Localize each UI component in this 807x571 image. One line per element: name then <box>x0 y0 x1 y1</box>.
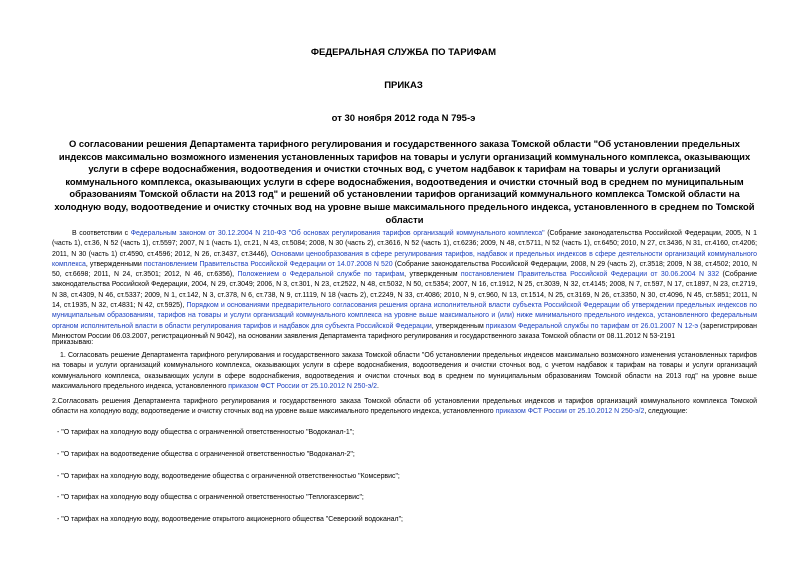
link-law-title[interactable]: "Об основах регулирования тарифов организаций коммунального комплекса" <box>288 230 545 237</box>
link-fst-order-250[interactable]: приказом ФСТ России от 25.10.2012 N 250-э/2 <box>228 382 378 390</box>
preamble-text: (зарегистрирован Минюстом России 06.03.2007, регистрационный N 9042), на основании заявления Департамента тарифного регулирования и государственного заказа Томской области от 08.11.2012 N 53-2191 <box>52 322 757 340</box>
preamble-paragraph <box>52 229 757 342</box>
preamble-text: (Собрание законодательства Российской Федерации, 2004, N 29, ст.3049; 2006, N 3, ст.301, N 23, ст.2522, N 48, ст.5032, N 50, ст.5354; 2007, N 16, ст.1912, N 25, ст.3039, N 32, ст.4145; 2008, N 7, ст.597, N 17, ст.1897, N 23, ст.2719, N 38, ст.4309, N 46, ст.5337; 2009, N 1, ст.142, N 3, ст.378, N 6, ст.738, N 9, ст.1119, N 18 (часть 2), ст.2249, N 33, ст.4086; 2010, N 9, ст.960, N 13, ст.1514, N 25, ст.3169, N 26, ст.3350, N 30, ст.4096, N 45, ст.5851; 2011, N 14, ст.1935, N 32, ст.4831; N 42, ст.5925), <box>52 271 757 310</box>
preamble-text: , утвержденным <box>431 322 486 330</box>
list-item: - "О тарифах на холодную воду общества с ограниченной ответственностью "Теплогазсервис"; <box>57 494 364 501</box>
preamble-text: , утвержденными <box>85 260 144 268</box>
list-item: - "О тарифах на холодную воду общества с ограниченной ответственностью "Водоканал-1"; <box>57 429 355 436</box>
link-approval-procedure[interactable]: Порядком и основаниями предварительного согласования решения органа исполнительной власти субъекта Российской Федерации об утверждении предельных индексов по муниципальным образованиям, тарифов на товары и услуги организаций коммунального комплекса на уровне выше максимального и (или) ниже минимального предельного индекса, установленного федеральным органом исполнительной власти в области регулирования тарифов и надбавок для субъекта Российской Федерации <box>52 302 757 330</box>
item-2-text: 2.Согласовать решения Департамента тарифного регулирования и государственного заказа Томской области об установлении предельных индексов и тарифов организаций коммунального комплекса Томской области на холодную воду, водоотведение и очистку сточных вод на уровне выше максимального предельного индекса, установленного <box>52 398 757 416</box>
agency-name: ФЕДЕРАЛЬНАЯ СЛУЖБА ПО ТАРИФАМ <box>310 47 497 58</box>
link-government-resolution-332[interactable]: постановлением Правительства Российской Федерации от 30.06.2004 N 332 <box>460 271 720 279</box>
link-fst-order-12e[interactable]: приказом Федеральной службы по тарифам от 26.01.2007 N 12-э <box>485 322 699 330</box>
item-1-paragraph <box>52 351 757 392</box>
decree-word: приказываю: <box>52 339 94 346</box>
link-government-resolution-520[interactable]: постановлением Правительства Российской Федерации от 14.07.2008 N 520 <box>143 260 393 268</box>
link-fst-order-250[interactable]: приказом ФСТ России от 25.10.2012 N 250-э/2 <box>495 408 645 416</box>
link-federal-law-210[interactable]: Федеральным законом от 30.12.2004 N 210-ФЗ <box>130 230 287 237</box>
link-pricing-basics[interactable]: Основами ценообразования в сфере регулирования тарифов, надбавок и предельных индексов в сфере деятельности организаций коммунального комплекса <box>52 250 757 268</box>
link-fst-regulation[interactable]: Положением о Федеральной службе по тарифам <box>237 271 405 279</box>
preamble-text: (Собрание законодательства Российской Федерации, 2008, N 29 (часть 2), ст.3518; 2009, N 38, ст.4502; 2010, N 50, ст.6698; 2011, N 24, ст.3501; 2012, N 46, ст.6356), <box>52 260 757 279</box>
item-2-text: , следующие: <box>644 408 688 416</box>
item-1-text: 1. Согласовать решение Департамента тарифного регулирования и государственного заказа Томской области "Об установлении предельных индексов максимально возможного изменения установленных тарифов на товары и услуги организаций коммунального комплекса, оказывающих услуги в сфере водоснабжения, водоотведения и очистки сточных вод, с учетом надбавок к тарифам на товары и услуги организаций коммунального комплекса, оказывающих услуги в сфере водоснабжения, водоотведения и очистки сточных вод в среднем по муниципальным образованиям Томской области на 2013 год" на уровне выше максимального предельного индекса, установленного <box>52 352 757 390</box>
preamble-text: (Собрание законодательства Российской Федерации, 2005, N 1 (часть 1), ст.36, N 52 (часть 1), ст.5597; 2007, N 1 (часть 1), ст.21, N 43, ст.5084; 2008, N 30 (часть 2), ст.3616, N 52 (часть 1), ст.6236; 2009, N 48, ст.5711, N 52 (часть 1), ст.6450; 2010, N 27, ст.3436, N 31, ст.4160, ст.4206; 2011, N 30 (часть 1) ст.4590, ст.4596; 2012, N 26, ст.3437, ст.3446), <box>52 230 757 258</box>
item-2-paragraph <box>52 397 757 418</box>
document-date-number: от 30 ноября 2012 года N 795-э <box>331 113 476 124</box>
document-type: ПРИКАЗ <box>384 80 423 91</box>
list-item: - "О тарифах на холодную воду, водоотведение общества с ограниченной ответственностью "Комсервис"; <box>57 473 400 480</box>
list-item: - "О тарифах на холодную воду, водоотведение открытого акционерного общества "Северский водоканал"; <box>57 516 403 523</box>
preamble-text: , утвержденным <box>404 271 461 279</box>
document-title: О согласовании решения Департамента тарифного регулирования и государственного заказа Томской области "Об установлении предельных индексов максимально возможного изменения установленных тарифов на товары и услуги организаций коммунального комплекса, оказывающих услуги в сфере водоснабжения, водоотведения и очистки сточных вод, с учетом надбавок к тарифам на товары и услуги организаций коммунального комплекса, оказывающих услуги в сфере водоснабжения, водоотведения и очистки сточный вод в среднем по муниципальным образованиям Томской области на 2013 год" и решений об установлении тарифов организаций коммунального комплекса Томской области на холодную воду, водоотведение и очистку сточных вод на уровне выше максимального предельного индекса, установленного в среднем по Томской области <box>54 138 755 225</box>
item-1-text: . <box>377 382 379 390</box>
preamble-text: В соответствии с <box>72 230 131 237</box>
list-item: - "О тарифах на водоотведение общества с ограниченной ответственностью "Водоканал-2"; <box>57 451 355 458</box>
